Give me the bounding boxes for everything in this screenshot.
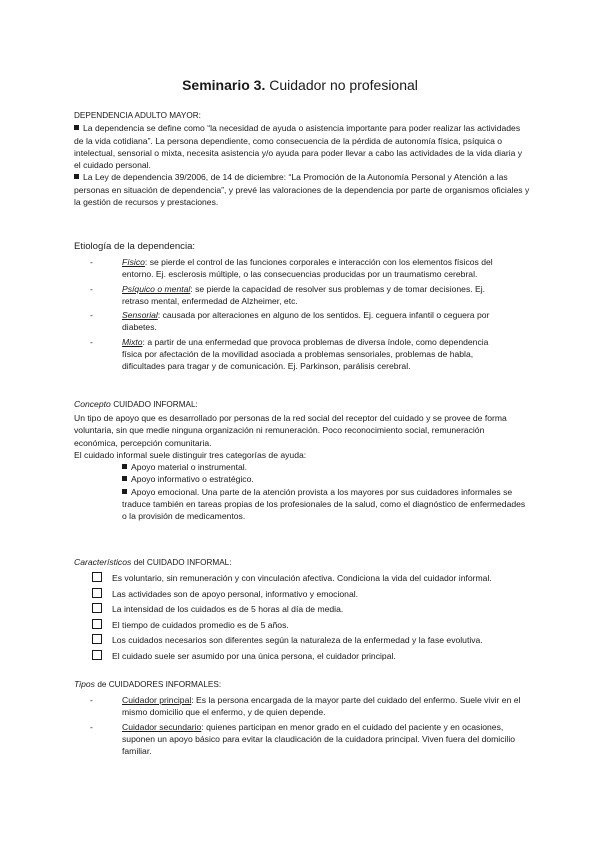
caracteristicas-heading-rest: del CUIDADO INFORMAL:: [133, 558, 232, 567]
checklist-item-text: El tiempo de cuidados promedio es de 5 años.: [112, 619, 289, 630]
tipos-term: Cuidador secundario: [122, 721, 202, 732]
dash-icon: -: [90, 695, 93, 705]
dash-icon: -: [90, 283, 93, 294]
dependencia-heading: DEPENDENCIA ADULTO MAYOR:: [74, 111, 201, 120]
concepto-heading-rest: CUIDADO INFORMAL:: [113, 400, 198, 409]
etiologia-list: [90, 256, 508, 375]
page-title: [0, 76, 600, 94]
concepto-heading: [74, 398, 198, 411]
tipos-list: [90, 694, 530, 759]
concepto-heading-italic: Concepto: [74, 399, 111, 409]
etiologia-term: Sensorial: [122, 310, 158, 321]
square-bullet-icon: [122, 464, 127, 469]
checkbox-icon[interactable]: [92, 619, 102, 629]
checklist-item[interactable]: [92, 650, 532, 666]
concepto-item: [108, 461, 530, 473]
tipos-heading: [74, 678, 221, 691]
etiologia-text: : a partir de una enfermedad que provoca problemas de diversa índole, como dependencia física por afectación de la movilidad asociada a problemas sensoriales, problemas de habla, dificultades para tragar y de comunicación. Ej. Parkinson, parálisis cerebral.: [122, 336, 489, 372]
dependencia-p2-text: La Ley de dependencia 39/2006, de 14 de diciembre: “La Promoción de la Autonomía Personal y Atención a las personas en situación de dependencia”, y prevé las valoraciones de la dependencia por parte de organismos oficiales y la gestión de recursos y prestaciones.: [74, 172, 530, 208]
dependencia-paragraph-1: [74, 122, 530, 171]
etiologia-item: [90, 283, 508, 308]
concepto-list: [108, 461, 530, 522]
concepto-body: [74, 412, 530, 523]
checklist-item[interactable]: [92, 572, 532, 588]
tipos-text: : Es la persona encargada de la mayor parte del cuidado del enfermo. Suele vivir en el mismo domicilio que el enfermo, y de quien depende.: [122, 695, 521, 718]
checkbox-icon[interactable]: [92, 650, 102, 660]
square-bullet-icon: [74, 125, 79, 130]
dash-icon: -: [90, 310, 93, 321]
checkbox-icon[interactable]: [92, 588, 102, 598]
caracteristicas-checklist: [92, 572, 532, 666]
checklist-item[interactable]: [92, 634, 532, 650]
etiologia-item: [90, 309, 508, 334]
etiologia-item: [90, 256, 508, 281]
caracteristicas-heading: [74, 556, 232, 569]
concepto-item-text: Apoyo informativo o estratégico.: [131, 474, 254, 485]
tipos-item: [90, 721, 530, 758]
checklist-item-text: Las actividades son de apoyo personal, informativo y emocional.: [112, 588, 359, 599]
tipos-term: Cuidador principal: [122, 695, 192, 705]
checklist-item[interactable]: [92, 603, 532, 619]
dash-icon: -: [90, 721, 93, 732]
concepto-paragraph-1: Un tipo de apoyo que es desarrollado por personas de la red social del receptor del cuidado y se provee de forma voluntaria, sin que medie ninguna organización ni remuneración. Poco reconocimiento social, remuneración económica, percepción comunitaria.: [74, 413, 507, 448]
etiologia-text: : se pierde la capacidad de resolver sus problemas y de tomar decisiones. Ej. retraso mental, enfermedad de Alzheimer, etc.: [122, 283, 486, 306]
square-bullet-icon: [122, 476, 127, 481]
title-bold: Seminario 3.: [182, 77, 266, 93]
concepto-item: [108, 486, 530, 523]
tipos-heading-italic: Tipos: [74, 679, 95, 689]
etiologia-text: : causada por alteraciones en alguno de los sentidos. Ej. ceguera infantil o ceguera por diabetes.: [122, 310, 490, 333]
square-bullet-icon: [122, 489, 127, 494]
checklist-item-text: Los cuidados necesarios son diferentes según la naturaleza de la enfermedad y la fase evolutiva.: [112, 635, 483, 646]
checkbox-icon[interactable]: [92, 634, 102, 644]
concepto-item-text: Apoyo material o instrumental.: [131, 462, 248, 473]
checklist-item-text: El cuidado suele ser asumido por una única persona, el cuidador principal.: [112, 650, 396, 661]
section-dependencia: [74, 110, 530, 208]
checklist-item[interactable]: [92, 619, 532, 635]
checklist-item-text: Es voluntario, sin remuneración y con vinculación afectiva. Condiciona la vida del cuidador informal.: [112, 573, 492, 583]
etiologia-heading: Etiología de la dependencia:: [74, 241, 196, 252]
title-rest: Cuidador no profesional: [269, 77, 418, 93]
etiologia-term: Psíquico o mental: [122, 283, 191, 294]
checkbox-icon[interactable]: [92, 572, 102, 582]
etiologia-term: Físico: [122, 257, 145, 267]
checkbox-icon[interactable]: [92, 603, 102, 613]
dash-icon: -: [90, 257, 93, 267]
etiologia-item: [90, 336, 508, 373]
dash-icon: -: [90, 336, 93, 347]
tipos-text: : quienes participan en menor grado en el cuidado del paciente y en ocasiones, suponen un apoyo básico para evitar la claudicación de la cuidadora principal. Viven fuera del domicilio familiar.: [122, 721, 516, 757]
concepto-paragraph-2: El cuidado informal suele distinguir tres categorías de ayuda:: [74, 449, 307, 460]
etiologia-term: Mixto: [122, 336, 143, 347]
dependencia-paragraph-2: [74, 171, 530, 208]
concepto-item-text: Apoyo emocional. Una parte de la atención provista a los mayores por sus cuidadores informales se traduce también en tareas propias de los profesionales de la salud, como el diagnóstico de enfermedades o la provisión de medicamentos.: [122, 486, 526, 522]
checklist-item-text: La intensidad de los cuidados es de 5 horas al día de media.: [112, 604, 344, 615]
tipos-heading-rest: de CUIDADORES INFORMALES:: [97, 680, 222, 689]
dependencia-p1-text: La dependencia se define como “la necesidad de ayuda o asistencia importante para poder realizar las actividades de la vida cotidiana”. La persona dependiente, como consecuencia de la pérdida de autonomía física, psíquica o intelectual, sensorial o mixta, necesita asistencia y/o ayuda para poder llevar a cabo las actividades de la vida diaria y el cuidado personal.: [74, 123, 523, 171]
checklist-item[interactable]: [92, 588, 532, 604]
concepto-item: [108, 473, 530, 485]
caracteristicas-heading-italic: Característicos: [74, 557, 132, 567]
tipos-item: [90, 694, 530, 719]
etiologia-text: : se pierde el control de las funciones corporales e interacción con los elementos físicos del entorno. Ej. esclerosis múltiple, o las consecuencias producidas por un traumatismo cerebral.: [122, 257, 493, 280]
square-bullet-icon: [74, 174, 79, 179]
